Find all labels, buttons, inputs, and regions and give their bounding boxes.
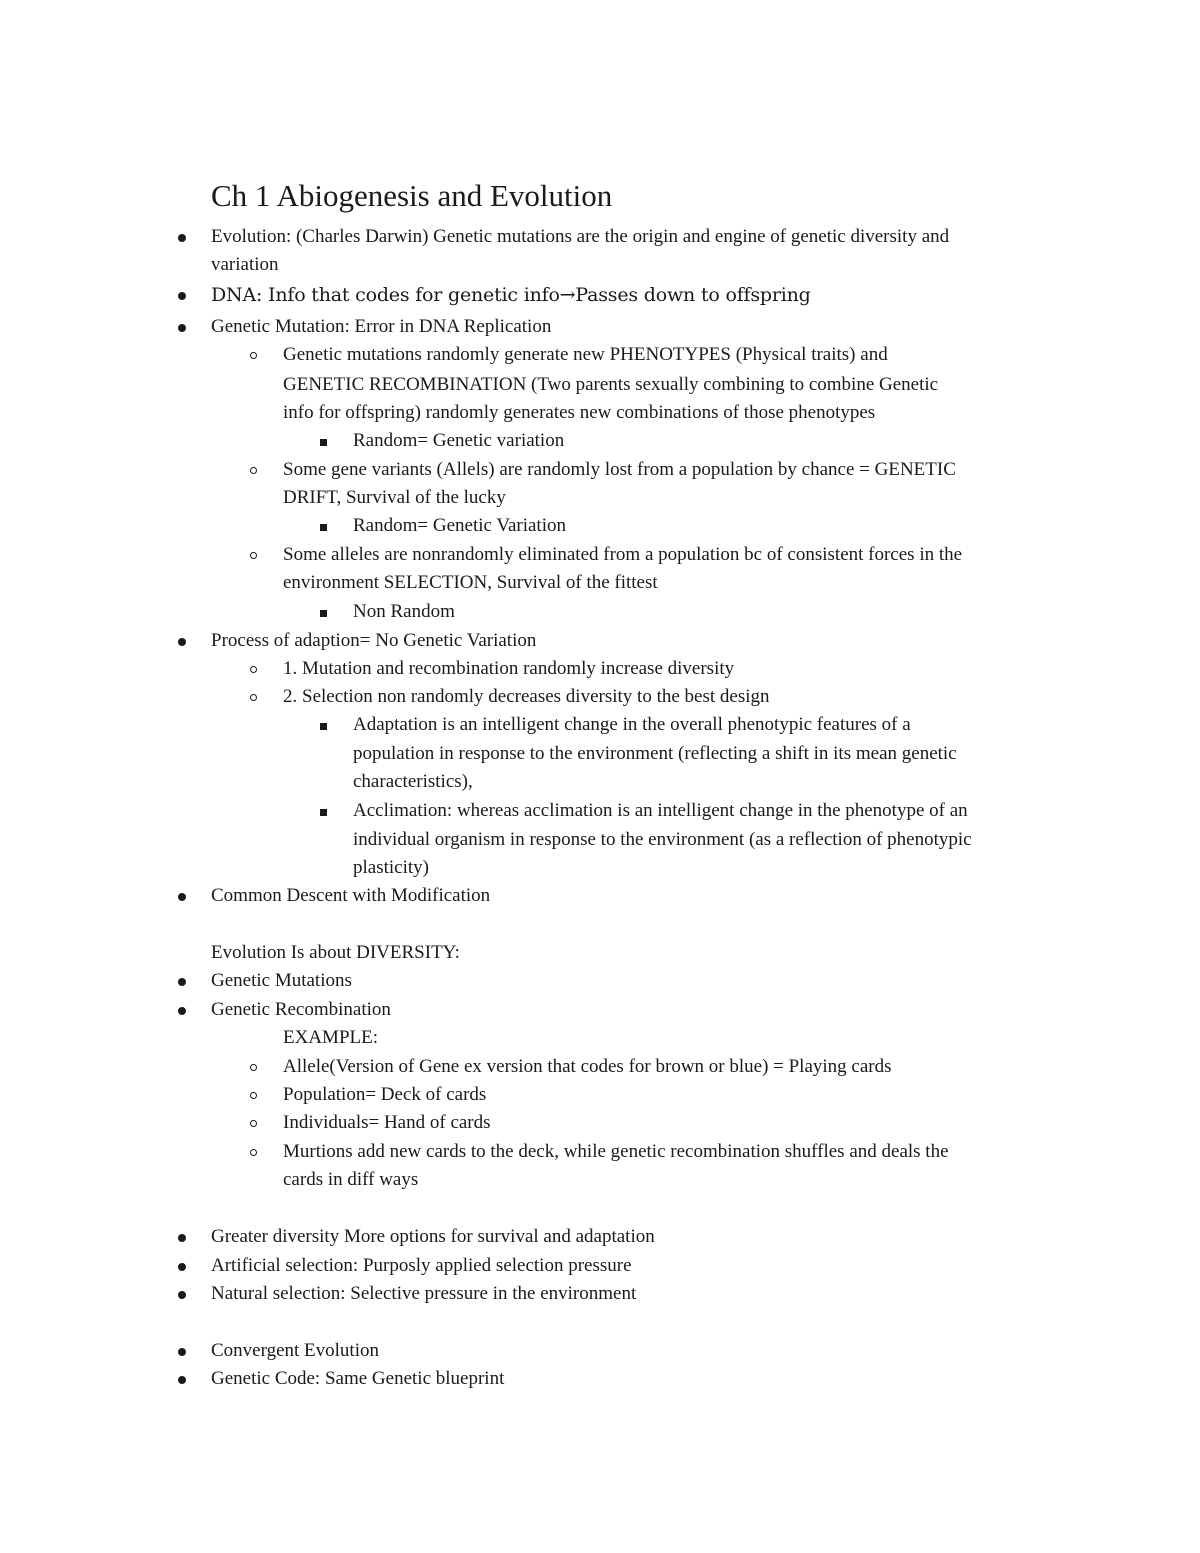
text-line: Process of adaption= No Genetic Variation — [211, 630, 537, 651]
text-line: Some alleles are nonrandomly eliminated from a population bc of consistent forces in the — [283, 544, 963, 565]
bullet-disc — [178, 1348, 186, 1356]
text-line: 1. Mutation and recombination randomly increase diversity — [283, 658, 735, 679]
bullet-disc — [178, 893, 186, 901]
text-line: characteristics), — [353, 771, 473, 792]
text-line: individual organism in response to the environment (as a reflection of phenotypic — [353, 829, 972, 850]
bullet-circle — [250, 1149, 257, 1156]
text-line: population in response to the environment (reflecting a shift in its mean genetic — [353, 743, 957, 764]
text-line: DRIFT, Survival of the lucky — [283, 487, 506, 508]
bullet-circle — [250, 1120, 257, 1127]
page-title: Ch 1 Abiogenesis and Evolution — [211, 178, 613, 213]
bullet-square — [320, 610, 327, 617]
text-line: plasticity) — [353, 857, 429, 878]
text-line: 2. Selection non randomly decreases diversity to the best design — [283, 686, 770, 707]
text-line: Individuals= Hand of cards — [283, 1112, 491, 1133]
text-line: Natural selection: Selective pressure in the environment — [211, 1283, 637, 1304]
bullet-circle — [250, 552, 257, 559]
bullet-disc — [178, 324, 186, 332]
bullet-disc — [178, 978, 186, 986]
bullet-square — [320, 439, 327, 446]
text-line: Murtions add new cards to the deck, while genetic recombination shuffles and deals the — [283, 1141, 949, 1162]
bullet-square — [320, 723, 327, 730]
text-line: Genetic Code: Same Genetic blueprint — [211, 1368, 505, 1389]
text-line: Common Descent with Modification — [211, 885, 491, 906]
text-line: Some gene variants (Allels) are randomly lost from a population by chance = GENETIC — [283, 459, 956, 480]
bullet-disc — [178, 292, 186, 300]
text-line: Greater diversity More options for survival and adaptation — [211, 1226, 655, 1247]
text-line: Adaptation is an intelligent change in the overall phenotypic features of a — [353, 714, 911, 735]
text-line: GENETIC RECOMBINATION (Two parents sexually combining to combine Genetic — [283, 374, 939, 395]
section-heading: Evolution Is about DIVERSITY: — [211, 942, 460, 963]
bullet-circle — [250, 1064, 257, 1071]
bullet-circle — [250, 694, 257, 701]
text-line: Genetic Mutation: Error in DNA Replication — [211, 316, 552, 337]
bullet-circle — [250, 352, 257, 359]
bullet-circle — [250, 467, 257, 474]
text-line: EXAMPLE: — [283, 1027, 378, 1048]
text-line: Convergent Evolution — [211, 1340, 379, 1361]
bullet-disc — [178, 1234, 186, 1242]
text-line: Acclimation: whereas acclimation is an intelligent change in the phenotype of an — [353, 800, 968, 821]
text-line: variation — [211, 254, 279, 275]
bullet-square — [320, 524, 327, 531]
bullet-disc — [178, 1263, 186, 1271]
text-line: Genetic Recombination — [211, 999, 391, 1020]
text-line: environment SELECTION, Survival of the fittest — [283, 572, 658, 593]
bullet-disc — [178, 1376, 186, 1384]
text-line: DNA: Info that codes for genetic info→Passes down to offspring — [211, 284, 811, 306]
text-line: Population= Deck of cards — [283, 1084, 487, 1105]
bullet-disc — [178, 1291, 186, 1299]
bullet-circle — [250, 1092, 257, 1099]
text-line: Random= Genetic variation — [353, 430, 565, 451]
text-line: Random= Genetic Variation — [353, 515, 566, 536]
text-line: info for offspring) randomly generates new combinations of those phenotypes — [283, 402, 876, 423]
bullet-disc — [178, 638, 186, 646]
text-line: Non Random — [353, 601, 455, 622]
text-line: cards in diff ways — [283, 1169, 419, 1190]
bullet-square — [320, 809, 327, 816]
bullet-disc — [178, 234, 186, 242]
bullet-disc — [178, 1007, 186, 1015]
bullet-circle — [250, 666, 257, 673]
text-line: Evolution: (Charles Darwin) Genetic mutations are the origin and engine of genetic diversity and — [211, 226, 950, 247]
text-line: Genetic Mutations — [211, 970, 352, 991]
text-line: Genetic mutations randomly generate new PHENOTYPES (Physical traits) and — [283, 344, 888, 365]
text-line: Artificial selection: Purposly applied selection pressure — [211, 1255, 632, 1276]
text-line: Allele(Version of Gene ex version that codes for brown or blue) = Playing cards — [283, 1056, 892, 1077]
